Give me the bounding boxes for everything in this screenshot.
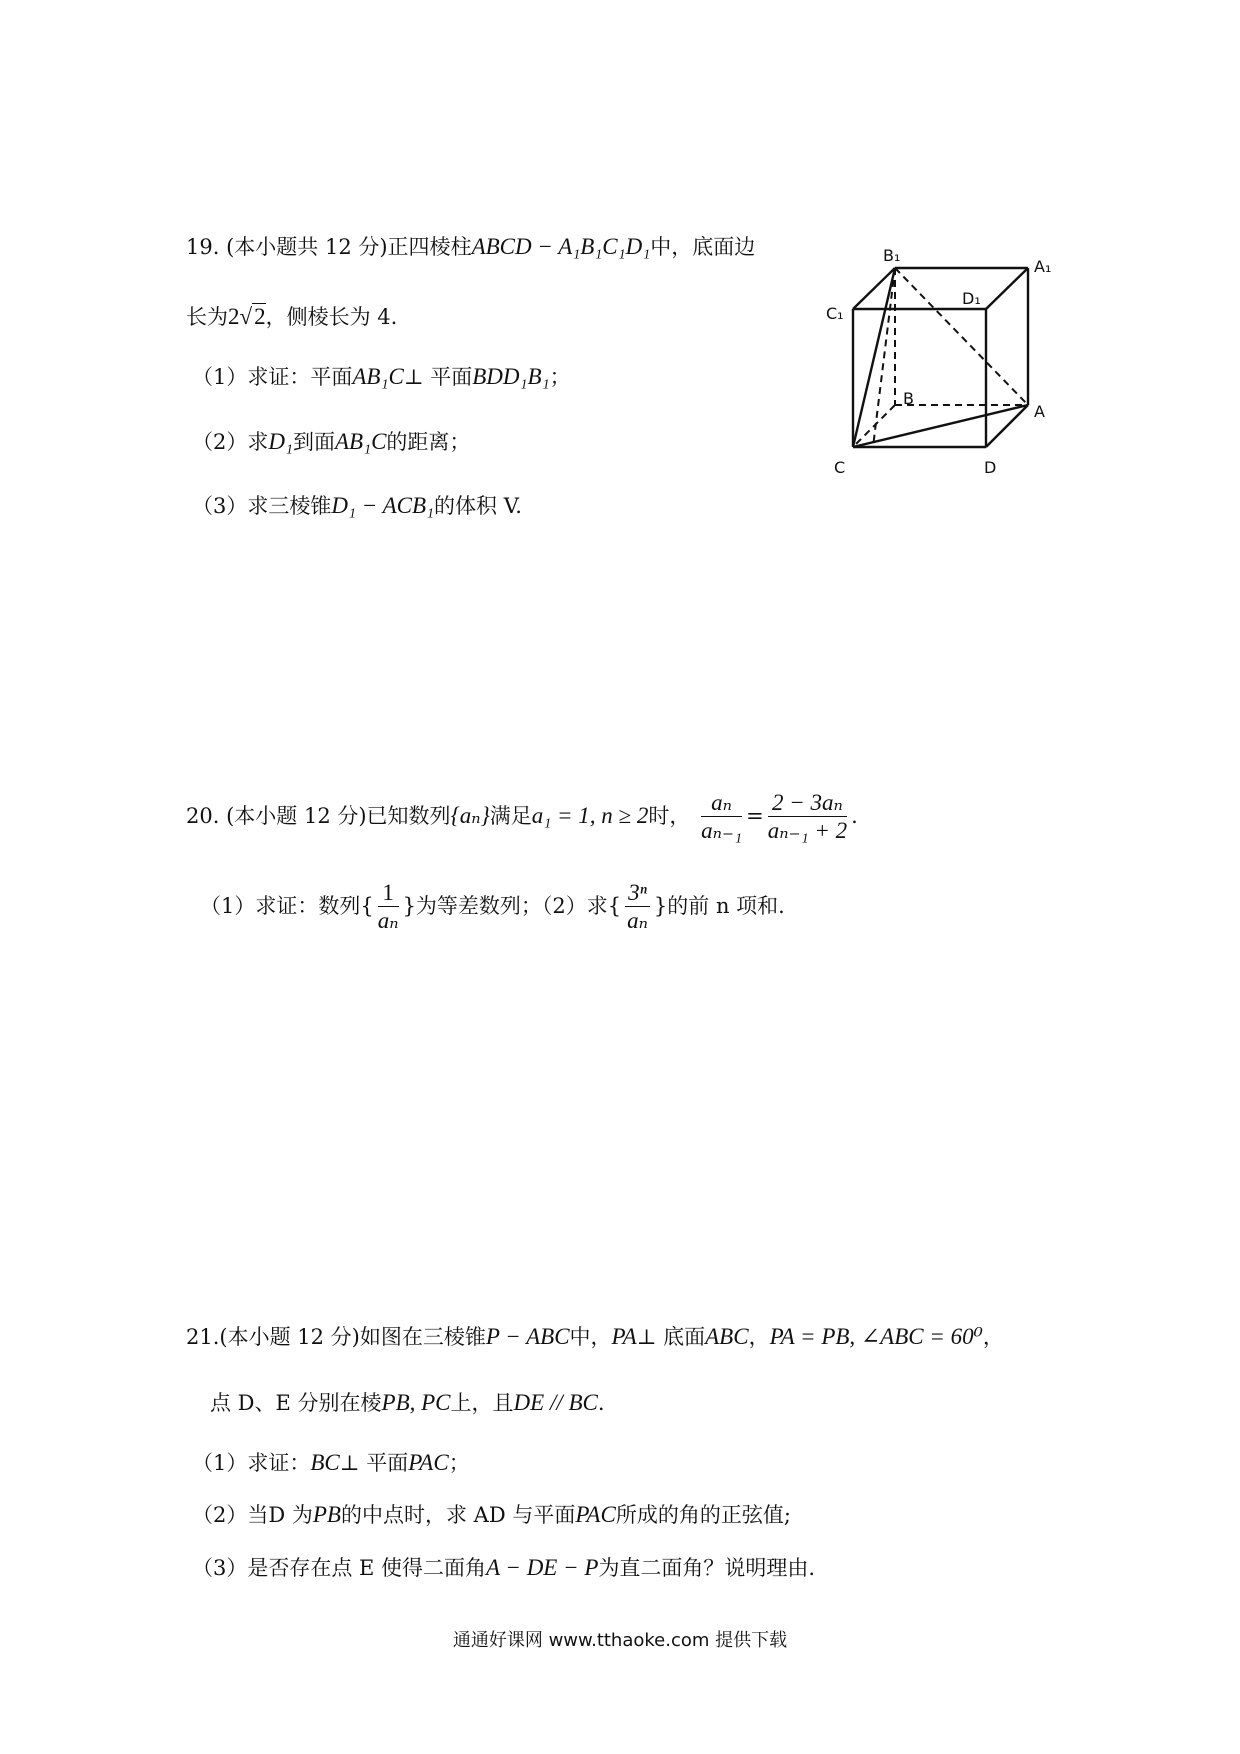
label-C1: C₁	[826, 304, 844, 323]
q21-part1	[192, 1448, 470, 1478]
q20-frac1-den: aₙ₋₁	[701, 818, 743, 843]
q21-comma: ，	[748, 1325, 770, 1349]
q20-fraction-left	[701, 790, 742, 845]
q19-part3-prefix: （3）求三棱锥	[192, 494, 332, 518]
q20-number: 20.	[186, 804, 220, 828]
q19-part3-suffix: 的体积 V.	[434, 494, 522, 518]
q20-fraction-right	[768, 790, 847, 845]
q21-part3-prefix: （3）是否存在点 E 使得二面角	[192, 1556, 487, 1580]
q21-end: ，	[982, 1325, 1004, 1349]
q20-part1-prefix: （1）求证：数列{	[200, 894, 374, 918]
q20-part2-suffix: }的前 n 项和.	[653, 894, 785, 918]
q20-part2-den: aₙ	[627, 908, 648, 933]
q19-prism: ABCD − A₁B₁C₁D₁	[471, 234, 651, 259]
q19-part1	[192, 362, 571, 392]
q21-part1-suffix: ；	[448, 1451, 470, 1475]
q20-intro: (本小题 12 分)已知数列	[226, 804, 451, 828]
q21-line2	[210, 1388, 605, 1418]
q21-perp: ⊥ 底面	[636, 1325, 706, 1349]
q19-line2-suffix: ，侧棱长为 4.	[265, 305, 398, 329]
label-C: C	[834, 458, 846, 477]
q21-edges: PB, PC	[381, 1390, 451, 1415]
q19-part2-suffix: 的距离；	[386, 430, 471, 454]
label-D: D	[984, 458, 997, 477]
q19-line1	[186, 232, 755, 262]
q21-line2-prefix: 点 D、E 分别在棱	[210, 1391, 382, 1415]
q19-part3-pyramid: D₁ − ACB₁	[331, 493, 435, 518]
q21-mid1: 中，	[569, 1325, 612, 1349]
q20-part1-den: aₙ	[377, 908, 399, 933]
q19-part2-mid: 到面	[292, 430, 335, 454]
q19-part1-plane2: BDD₁B₁	[472, 364, 550, 389]
label-B: B	[903, 389, 914, 408]
q20-frac2-num: 2 − 3aₙ	[768, 790, 847, 817]
q21-abc: ABC	[705, 1324, 749, 1349]
q21-line1	[186, 1322, 1004, 1352]
page-footer: 通通好课网 www.tthaoke.com 提供下载	[452, 1630, 788, 1651]
q19-part1-prefix: （1）求证：平面	[192, 365, 353, 389]
q19-number: 19.	[186, 235, 220, 259]
q19-part2-point: D₁	[268, 429, 293, 454]
q19-part1-mid: ⊥ 平面	[403, 365, 473, 389]
q21-parallel: DE // BC	[513, 1390, 598, 1415]
q20-time: 时，	[648, 804, 691, 828]
q19-part2-prefix: （2）求	[192, 430, 269, 454]
q20-eq: =	[746, 804, 764, 828]
q20-seq: {aₙ}	[450, 803, 490, 828]
q21-line2-mid: 上，且	[450, 1391, 514, 1415]
q20-part2-fraction	[625, 880, 650, 935]
q20-part1-num: 1	[378, 880, 399, 907]
q21-part2-pb: PB	[312, 1502, 341, 1527]
q21-part1-pac: PAC	[408, 1450, 449, 1475]
q19-part1-suffix: ；	[549, 365, 571, 389]
q19-line2	[186, 302, 397, 332]
label-A1: A₁	[1034, 257, 1052, 276]
q20-frac2-den: aₙ₋₁ + 2	[767, 818, 848, 843]
label-D1: D₁	[962, 289, 981, 308]
q20-frac1-num: aₙ	[701, 790, 742, 817]
q21-part1-mid: ⊥ 平面	[339, 1451, 409, 1475]
q21-line2-suffix: .	[597, 1391, 605, 1415]
q20-part1-suffix: }为等差数列；（2）求{	[402, 894, 622, 918]
q21-intro: 21.(本小题 12 分)如图在三棱锥	[186, 1325, 486, 1349]
q21-pyramid: P − ABC	[485, 1324, 570, 1349]
q21-pa: PA	[611, 1324, 637, 1349]
q20-parts	[200, 876, 785, 936]
q21-part3-suffix: 为直二面角？说明理由.	[598, 1556, 816, 1580]
label-A: A	[1034, 402, 1045, 421]
q21-part2-prefix: （2）当D 为	[192, 1503, 313, 1527]
q21-part2-mid: 的中点时，求 AD 与平面	[340, 1503, 576, 1527]
q20-end: .	[851, 804, 858, 828]
q19-part1-plane1: AB₁C	[352, 364, 404, 389]
q21-part3-angle: A − DE − P	[486, 1555, 599, 1580]
q19-edge: 2√2	[228, 304, 266, 329]
q20-mid: 满足	[489, 804, 532, 828]
q21-part3	[192, 1553, 815, 1583]
q19-part2	[192, 427, 470, 457]
q19-part2-plane: AB₁C	[334, 429, 387, 454]
label-B1: B₁	[883, 246, 901, 265]
q21-eqs: PA = PB, ∠ABC = 60⁰	[769, 1324, 983, 1349]
q21-part1-bc: BC	[310, 1450, 340, 1475]
q21-part2	[192, 1500, 791, 1530]
q19-part3	[192, 491, 522, 521]
q19-intro-suffix: 中，底面边	[650, 235, 756, 259]
q20-line1	[186, 786, 858, 846]
q21-part2-pac: PAC	[575, 1502, 616, 1527]
q20-part2-num: 3ⁿ	[625, 880, 650, 907]
q19-intro: (本小题共 12 分)正四棱柱	[226, 235, 472, 259]
prism-figure	[820, 240, 1070, 480]
q21-part1-prefix: （1）求证：	[192, 1451, 311, 1475]
q21-part2-suffix: 所成的角的正弦值;	[615, 1503, 791, 1527]
q20-part1-fraction	[378, 880, 399, 935]
q20-cond: a₁ = 1, n ≥ 2	[531, 803, 649, 828]
q19-line2-prefix: 长为	[186, 305, 228, 329]
